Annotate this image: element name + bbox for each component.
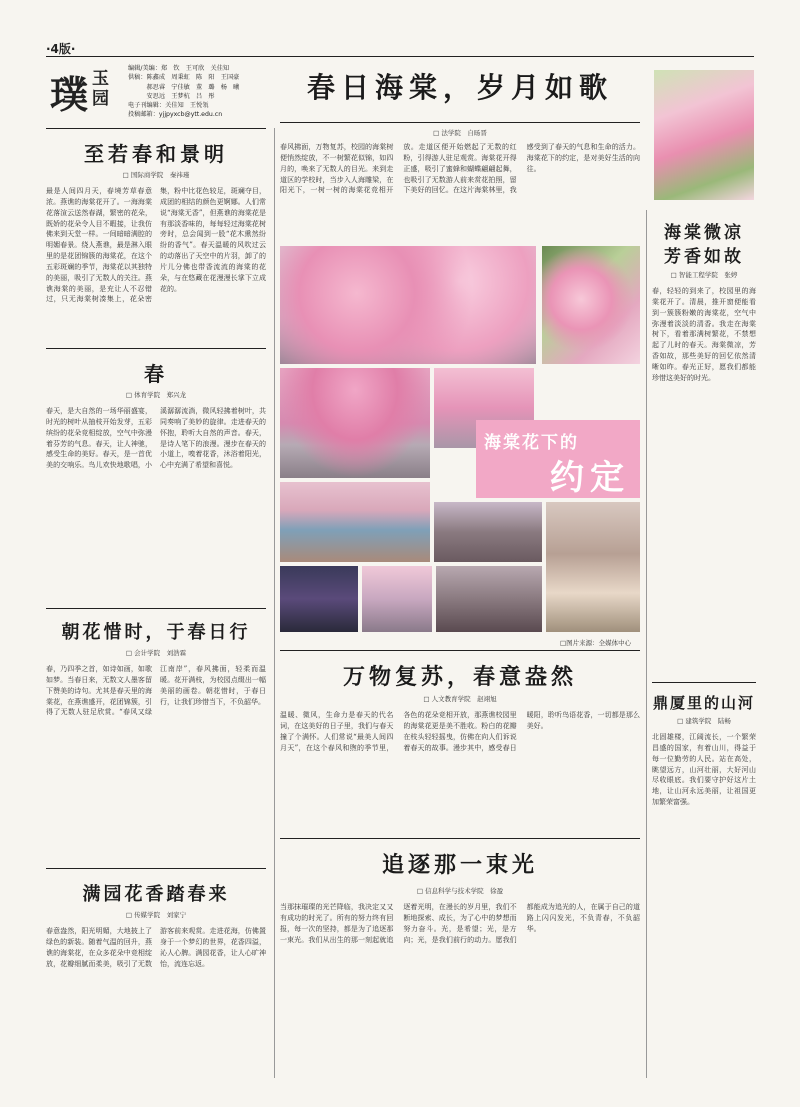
painting-activity-photo — [546, 502, 640, 632]
a6-rule — [280, 650, 640, 651]
photo-title-line2: 约定 — [550, 458, 630, 498]
masthead-logo — [50, 62, 126, 117]
info-line: 安思远 王梦杭 吕 彤 — [128, 92, 215, 100]
top-rule — [46, 56, 754, 57]
page-number: ·4版· — [46, 42, 76, 56]
info-line: 投稿邮箱：yjjpyxcb@ytt.edu.cn — [128, 111, 223, 119]
a9-rule — [652, 682, 756, 683]
a6-body: 温暖、微风，生命力是春天的代名词，在这美好的日子里，我们与春天撞了个满怀。人们常说“最美人间四月天”，在这个春风和煦的季节里，各色的花朵竞相开放，那燕谯校园里的海棠花更是美不胜收。粉白的花瓣在枝头轻轻摇曳，仿佛在向人们诉说着春天的故事。漫步其中，感受春日暖阳，聆听鸟语花香，一切都是那么美好。 — [280, 711, 640, 752]
a5-body: 春风拂面，万物复苏，校园的海棠树便悄然绽放，不一树繁花似锦，如四月的，唤来了无数人的目光。来到走道区的学校时，当步入人海雕梁，在阳光下，一树一树的海棠花竞相开放。走道区便开始燃起了无数的红粉，引得游人驻足观赏。海棠花开得正盛，吸引了蜜蜂和蝴蝶翩翩起舞，也吸引了无数游人前来赏花拍照，留下美好的回忆。在这片海棠林里，我感受到了春天的气息和生命的活力。海棠花下的约定，是对美好生活的向往。 — [280, 143, 640, 195]
info-line: 电子刊编辑：关佳知 王悦瓴 — [128, 102, 209, 110]
main-title: 春日海棠，岁月如歌 — [306, 71, 613, 104]
a7-body: 当那抹璀璨的光芒降临，我决定又又有成功的时光了。所有的努力终有回报，每一次的坚持，都是为了追逐那一束光。我们从出生的那一刻起就追逐着光明，在漫长的岁月里，我们不断地探索、成长，为了心中的梦想而努力奋斗。光，是希望；光，是方向；光，是我们前行的动力。愿我们都能成为追光的人，在属于自己的道路上闪闪发光，不负青春，不负韶华。 — [280, 903, 640, 944]
a3-rule — [46, 608, 266, 609]
a2-title: 春 — [144, 362, 168, 386]
a1-byline: □ 国际商学院 秦祎瑾 — [122, 171, 190, 179]
a4-title: 满园花香踏春来 — [82, 884, 230, 905]
logo-char-2: 玉 — [92, 69, 109, 89]
campus-walkway-photo — [280, 368, 430, 478]
a2-rule — [46, 348, 266, 349]
a7-byline: □ 信息科学与技术学院 徐盈 — [416, 887, 504, 895]
group-event-photo — [436, 566, 542, 632]
a7-title: 追逐那一束光 — [381, 853, 538, 878]
a4-byline: □ 传媒学院 刘家宁 — [125, 911, 187, 919]
photo-title-line1: 海棠花下的 — [484, 433, 579, 453]
a4-rule — [46, 868, 266, 869]
info-line: 郝思睿 宁佳敏 董 璐 杨 曦 — [128, 83, 240, 91]
a5-byline: □ 法学院 自旸晋 — [433, 129, 487, 137]
basketball-court-photo — [280, 482, 430, 562]
a8-byline: □ 智能工程学院 张婷 — [670, 271, 738, 279]
students-activity-photo — [434, 502, 542, 562]
a7-rule — [280, 838, 640, 839]
blossom-photo-top-right — [654, 70, 754, 200]
col-divider-2 — [646, 210, 647, 1078]
speaker-stage-photo — [280, 566, 358, 632]
a2-body: 春天，是大自然的一场华丽盛宴，时光的树叶从抽枝开始发芽，五彩缤纷的花朵竞相绽放，空气中弥漫着芬芳的气息。春天，让人神驰，感受生命的美好。春天，是一首优美的交响乐。鸟儿欢快地歌唱，小溪潺潺流淌，微风轻拂着树叶，共同奏响了美妙的旋律。走进春天的怀抱，聆听大自然的声音。春天，是诗人笔下的浪漫。漫步在春天的小道上，嗅着花香，沐浴着阳光，心中充满了希望和喜悦。 — [46, 407, 266, 470]
a1-body: 最是人间四月天，春境芳草春意浓。燕谯的海棠花开了。一海海棠花落渲云送然春湖，繁密的花朵，既娇的花朵令人目不暇接，让我仿佛来到天堂一样。一间暗暗满腔的明媚春景。绕人燕谯，最是淋入眼里的是花团锦簇的海棠花，在这个五彩斑斓的季节，海棠花以其独特的美丽，吸引了无数人的关注。燕谯海棠的美丽，是充让人不忍错过，只无海棠树凑集上，花朵密集，粉中比花色较足，斑斓夺目，成团的相结的颜色更婀娜。人们常说“海棠无香”，但燕谯的海棠花是有那淡香味的，每每轻过海棠花树旁时，总会闻到一股“花木熏然纷纷的香气”。春天温暖的风吹过云的动落出了天空中的片羽，卸了的片儿分佛也带香流流的海棠的花朵，与在悠藏在花漫漫长掌下立成花的。 — [46, 187, 266, 304]
blossom-closeup-photo — [542, 246, 640, 364]
a8-title-line1: 海棠微凉 — [664, 223, 744, 243]
a4-body: 春意盎然，阳光明媚，大地披上了绿色的新装。随着气温的回升，燕谯的海棠花，在众多花朵中竞相绽放，花瓣细腻而柔美，吸引了无数游客前来观赏。走进花海，仿佛置身于一个梦幻的世界，花香四溢，沁人心脾。满园花香，让人心旷神怡，流连忘返。 — [46, 927, 266, 968]
a1-title: 至若春和景明 — [84, 142, 228, 166]
a3-byline: □ 会计学院 刘浩霖 — [125, 649, 187, 657]
a3-body: 春，乃四季之首，如诗如画，如歌如梦。当春日来，无数文人墨客留下赞美的诗句。尤其是春天里的海棠花，在燕谯盛开，花团锦簇，引得了无数人驻足欣赏。“春风又绿江南岸”，春风拂面，轻柔而温暖。花开满枝，为校园点缀出一幅美丽的画卷。朝花惜时，于春日行，让我们珍惜当下，不负韶华。 — [46, 665, 266, 717]
photo-credit: □图片来源：全媒体中心 — [560, 639, 632, 647]
a8-title-line2: 芳香如故 — [664, 247, 744, 267]
a3-title: 朝花惜时，于春日行 — [61, 622, 251, 643]
info-line: 编辑/美编：郑 钦 王可欣 关佳知 — [128, 65, 230, 72]
a1-rule — [46, 128, 266, 129]
a8-body: 春，轻轻的到来了，校园里的海棠花开了。清晨，推开窗便能看到一簇簇粉嫩的海棠花，空气中弥漫着淡淡的清香。我走在海棠树下，看着那满树繁花，不禁想起了儿时的春天。海棠微凉，芳香如故，那些美好的回忆依然清晰如昨。春光正好，愿我们都能珍惜这美好的时光。 — [652, 287, 756, 382]
col-divider-1 — [274, 128, 275, 1078]
logo-char-1: 璞 — [50, 73, 89, 117]
a9-body: 北固雄楼，江阔流长，一个繁荣昌盛的国家，有着山川，得益于每一位勤劳的人民。站在高处，眺望远方，山河壮丽，大好河山尽收眼底。我们要守护好这片土地，让山河永远美丽，让祖国更加繁荣富强。 — [652, 733, 756, 807]
a2-byline: □ 体育学院 郑兴龙 — [125, 391, 187, 399]
a9-byline: □ 建筑学院 陆畅 — [677, 717, 731, 725]
outdoor-display-photo — [362, 566, 432, 632]
masthead-info — [128, 64, 278, 120]
photo-title-box — [476, 420, 640, 498]
a6-byline: □ 人文教育学院 赵翊旭 — [423, 695, 497, 703]
blossom-tree-photo — [280, 246, 536, 364]
title-rule — [280, 122, 640, 123]
a6-title: 万物复苏，春意盎然 — [342, 665, 577, 690]
info-line: 供稿：陈鑫成 周秉虹 陈 阳 王国豪 — [128, 74, 240, 82]
logo-char-3: 园 — [92, 89, 109, 109]
a9-title: 鼎厦里的山河 — [652, 694, 755, 712]
